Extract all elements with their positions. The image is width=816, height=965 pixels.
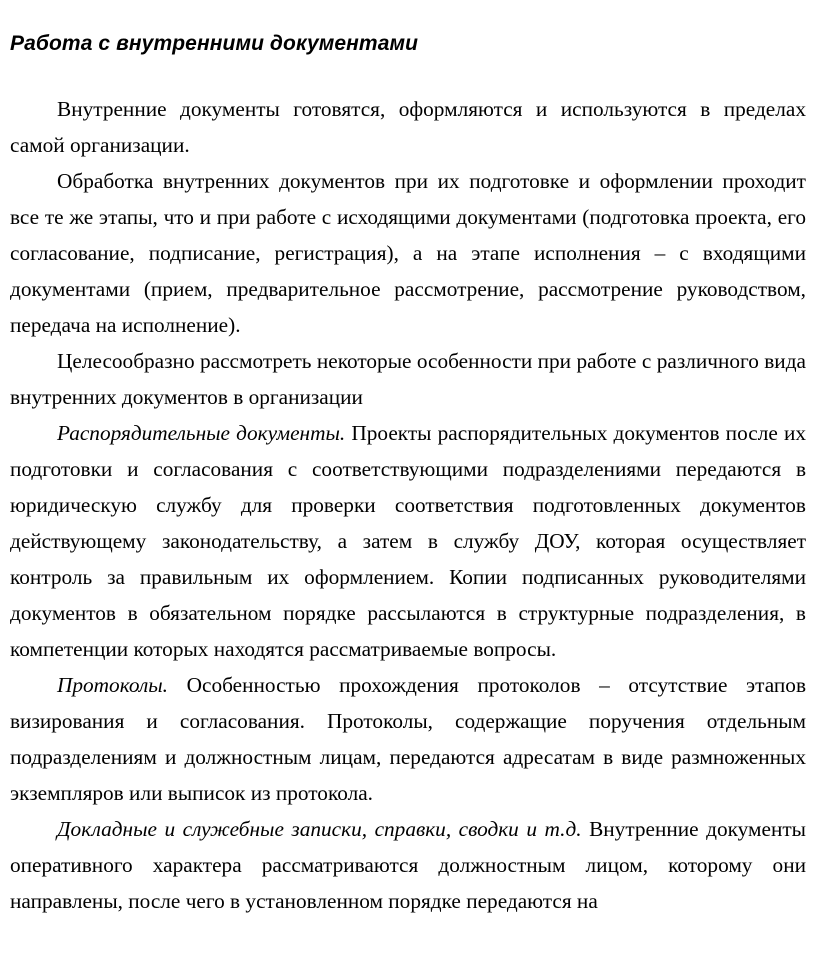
paragraph-administrative-docs — [10, 415, 806, 667]
paragraph-text: Внутренние документы оперативного характера рассматриваются должностным лицом, которому они направлены, после чего в установленном порядке передаются на — [10, 817, 806, 913]
paragraph-text: Проекты распорядительных документов после их подготовки и согласования с соответствующими подразделениями передаются в юридическую службу для проверки соответствия подготовленных документов действующему законодательству, а затем в службу ДОУ, которая осуществляет контроль за правильным их оформлением. Копии подписанных руководителями документов в обязательном порядке рассылаются в структурные подразделения, в компетенции которых находятся рассматриваемые вопросы. — [10, 421, 807, 661]
paragraph-lead-term: Протоколы. — [57, 673, 169, 697]
paragraph-text: Внутренние документы готовятся, оформляются и используются в пределах самой организации. — [10, 97, 806, 157]
paragraph-lead-term: Докладные и служебные записки, справки, сводки и т.д. — [57, 817, 582, 841]
paragraph-lead-term: Распорядительные документы. — [57, 421, 346, 445]
paragraph-intro — [10, 91, 806, 163]
section-heading: Работа с внутренними документами — [10, 32, 419, 55]
paragraph-text: Особенностью прохождения протоколов – отсутствие этапов визирования и согласования. Протоколы, содержащие поручения отдельным подразделениям и должностным лицам, передаются адресатам в виде размноженных экземпляров или выписок из протокола. — [10, 673, 806, 805]
paragraph-memos — [10, 811, 806, 919]
paragraph-features — [10, 343, 806, 415]
paragraph-processing — [10, 163, 806, 343]
paragraph-protocols — [10, 667, 806, 811]
paragraph-text: Целесообразно рассмотреть некоторые особенности при работе с различного вида внутренних документов в организации — [10, 349, 806, 409]
document-body — [10, 91, 806, 919]
paragraph-text: Обработка внутренних документов при их подготовке и оформлении проходит все те же этапы, что и при работе с исходящими документами (подготовка проекта, его согласование, подписание, регистрация), а на этапе исполнения – с входящими документами (прием, предварительное рассмотрение, рассмотрение руководством, передача на исполнение). — [10, 169, 806, 337]
